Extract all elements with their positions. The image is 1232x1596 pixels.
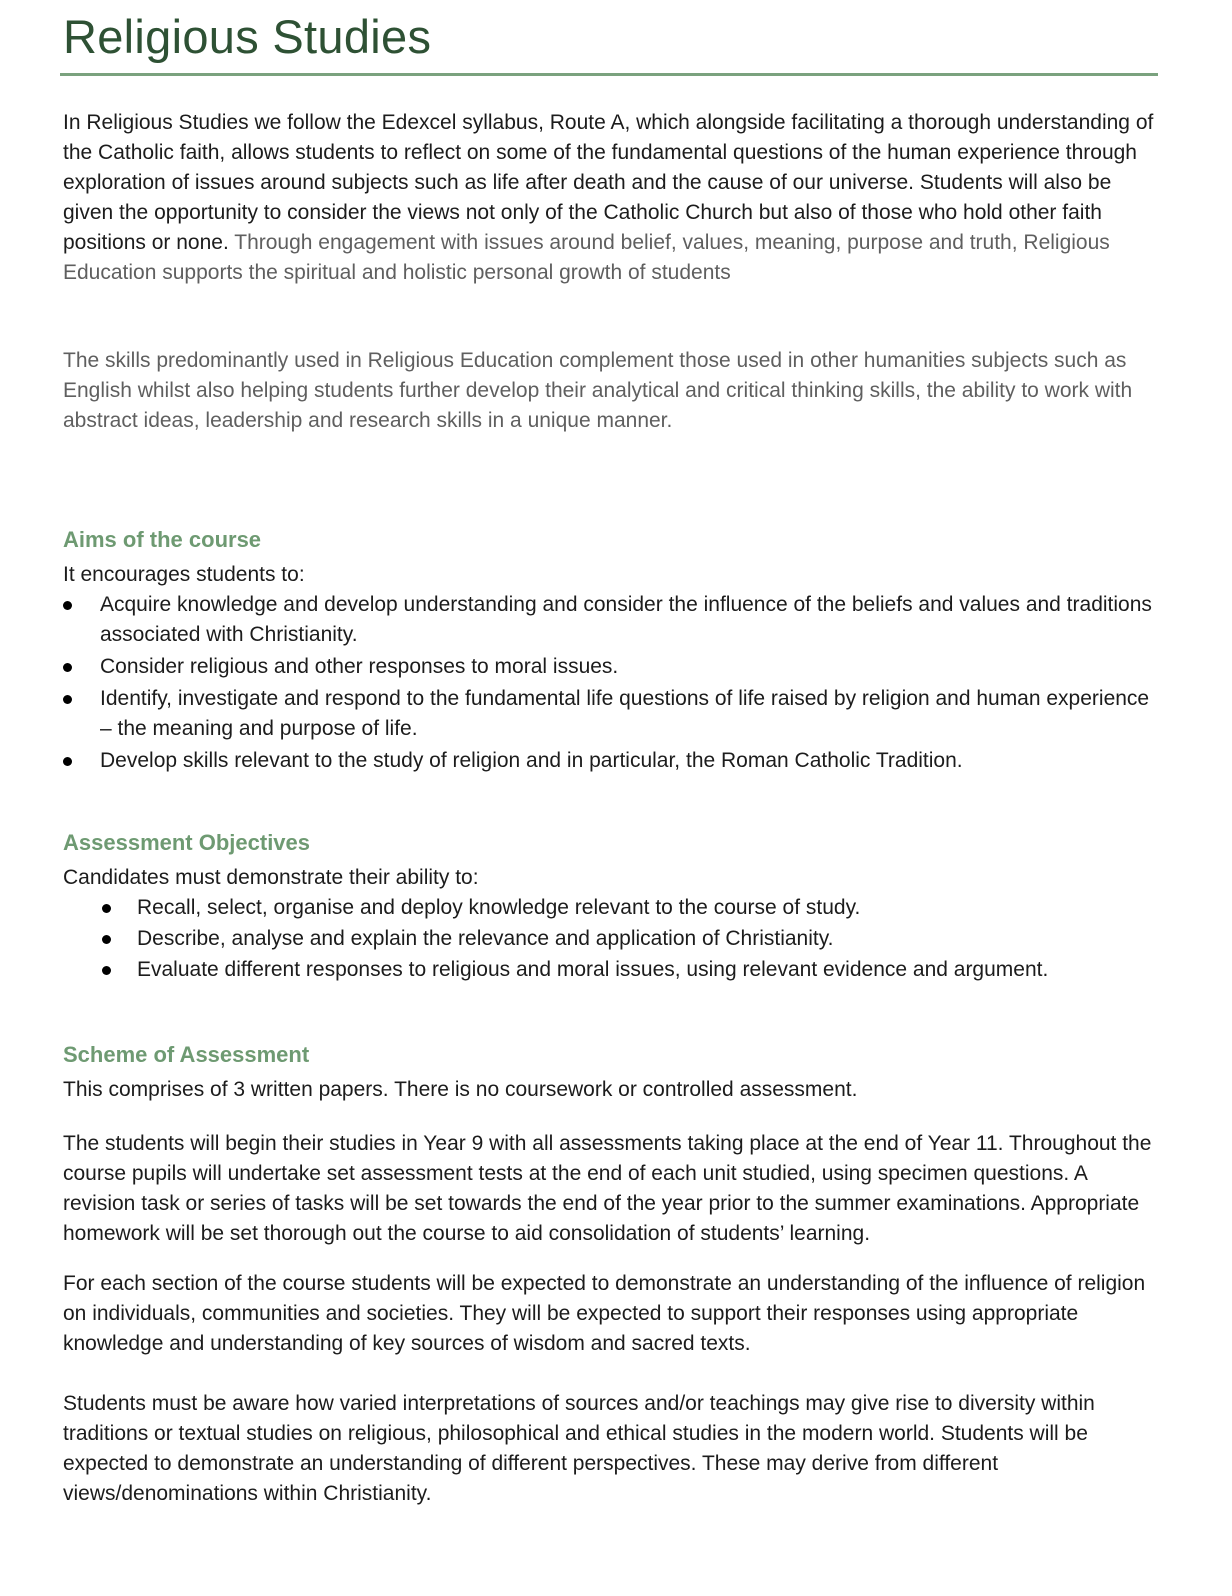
scheme-paragraph-2: The students will begin their studies in Year 9 with all assessments taking place at the end of Year 11. Throughout the course pupils will undertake set assessment tests at the end of each unit studied, using specimen questions. A revision task or series of tasks will be set towards the end of the year prior to the summer examinations. Appropriate homework will be set thorough out the course to aid consolidation of students’ learning. — [63, 1132, 1152, 1245]
bullet-icon — [63, 601, 72, 610]
list-item-text: Develop skills relevant to the study of religion and in particular, the Roman Catholic Tradition. — [100, 749, 963, 772]
intro-text-grey: Through engagement with issues around belief, values, meaning, purpose and truth, Religious Education supports the spiritual and holistic personal growth of students — [63, 231, 1110, 284]
intro-paragraph — [63, 108, 1163, 288]
list-item — [63, 893, 1163, 923]
bullet-icon — [63, 757, 72, 766]
list-item-text: Recall, select, organise and deploy knowledge relevant to the course of study. — [137, 896, 861, 919]
aims-lead: It encourages students to: — [63, 563, 305, 586]
list-item — [63, 924, 1163, 954]
objectives-heading: Assessment Objectives — [63, 830, 311, 855]
list-item — [63, 590, 1163, 650]
scheme-heading: Scheme of Assessment — [63, 1042, 310, 1067]
list-item — [63, 746, 1163, 776]
page-title: Religious Studies — [63, 10, 432, 63]
objectives-lead: Candidates must demonstrate their ability to: — [63, 866, 479, 889]
scheme-paragraph-4: Students must be aware how varied interpretations of sources and/or teachings may give rise to diversity within traditions or textual studies on religious, philosophical and ethical studies in the modern world. Students will be expected to demonstrate an understanding of different perspectives. These may derive from different views/denominations within Christianity. — [63, 1392, 1095, 1505]
bullet-icon — [102, 935, 111, 944]
list-item-text: Evaluate different responses to religious and moral issues, using relevant evidence and argument. — [137, 958, 1049, 981]
intro-text-main: In Religious Studies we follow the Edexcel syllabus, Route A, which alongside facilitating a thorough understanding of the Catholic faith, allows students to reflect on some of the fundamental questions of the human experience through exploration of issues around subjects such as life after death and the cause of our universe. Students will also be given the opportunity to consider the views not only of the Catholic Church but also of those who hold other faith positions or none. — [63, 111, 1154, 254]
bullet-icon — [63, 695, 72, 704]
skills-paragraph: The skills predominantly used in Religious Education complement those used in other humanities subjects such as English whilst also helping students further develop their analytical and critical thinking skills, the ability to work with abstract ideas, leadership and research skills in a unique manner. — [63, 349, 1133, 432]
list-item-text: Describe, analyse and explain the relevance and application of Christianity. — [137, 927, 834, 950]
aims-list — [63, 590, 1163, 776]
scheme-paragraph-3: For each section of the course students will be expected to demonstrate an understanding of the influence of religion on individuals, communities and societies. They will be expected to support their responses using appropriate knowledge and understanding of key sources of wisdom and sacred texts. — [63, 1272, 1146, 1355]
bullet-icon — [102, 904, 111, 913]
bullet-icon — [63, 663, 72, 672]
objectives-list — [63, 893, 1163, 985]
list-item-text: Identify, investigate and respond to the fundamental life questions of life raised by religion and human experience – the meaning and purpose of life. — [100, 687, 1150, 740]
aims-heading: Aims of the course — [63, 527, 262, 552]
aims-section — [63, 525, 1163, 778]
list-item — [63, 652, 1163, 682]
bullet-icon — [102, 966, 111, 975]
list-item-text: Consider religious and other responses to moral issues. — [100, 655, 619, 678]
list-item-text: Acquire knowledge and develop understanding and consider the influence of the beliefs and values and traditions associated with Christianity. — [100, 593, 1152, 646]
list-item — [63, 684, 1163, 744]
scheme-section — [63, 1040, 1163, 1509]
objectives-section — [63, 828, 1163, 986]
list-item — [63, 955, 1163, 985]
title-underline — [60, 73, 1158, 76]
scheme-paragraph-1: This comprises of 3 written papers. There is no coursework or controlled assessment. — [63, 1078, 858, 1101]
document-page — [63, 0, 1163, 1505]
